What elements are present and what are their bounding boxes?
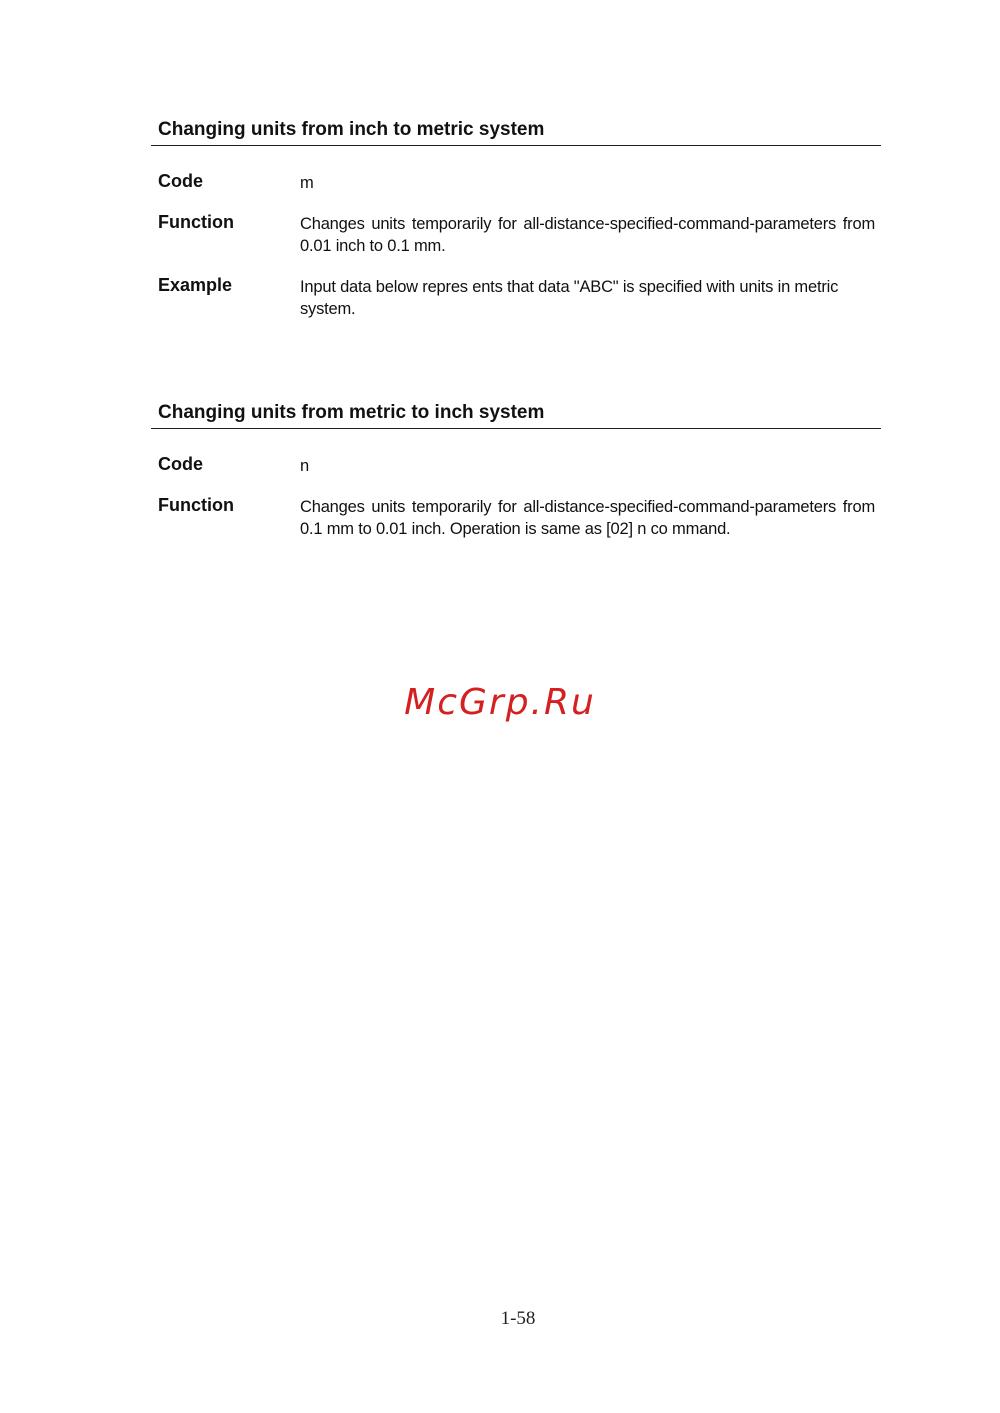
section-title: Changing units from metric to inch system — [158, 402, 545, 423]
function-label: Function — [158, 212, 234, 232]
section-divider — [151, 428, 881, 429]
code-value: n — [300, 457, 309, 475]
function-label: Function — [158, 495, 234, 515]
section-divider — [151, 145, 881, 146]
function-value: Changes units temporarily for all-distance-specified-command-parameters from 0.01 inch to 0.1 mm. — [300, 215, 875, 255]
example-label: Example — [158, 275, 233, 295]
section-title: Changing units from inch to metric system — [158, 119, 545, 140]
code-value: m — [300, 174, 314, 192]
section-metric-to-inch — [151, 400, 881, 538]
section-inch-to-metric — [151, 117, 881, 318]
example-value: Input data below repres ents that data "ABC" is specified with units in metric system. — [300, 278, 839, 318]
page-number: 1-58 — [500, 1308, 536, 1329]
code-label: Code — [158, 171, 203, 191]
function-value: Changes units temporarily for all-distance-specified-command-parameters from 0.1 mm to 0.01 inch. Operation is same as [02] n co mmand. — [300, 498, 875, 538]
code-label: Code — [158, 454, 203, 474]
watermark-text: McGrp.Ru — [404, 682, 596, 723]
